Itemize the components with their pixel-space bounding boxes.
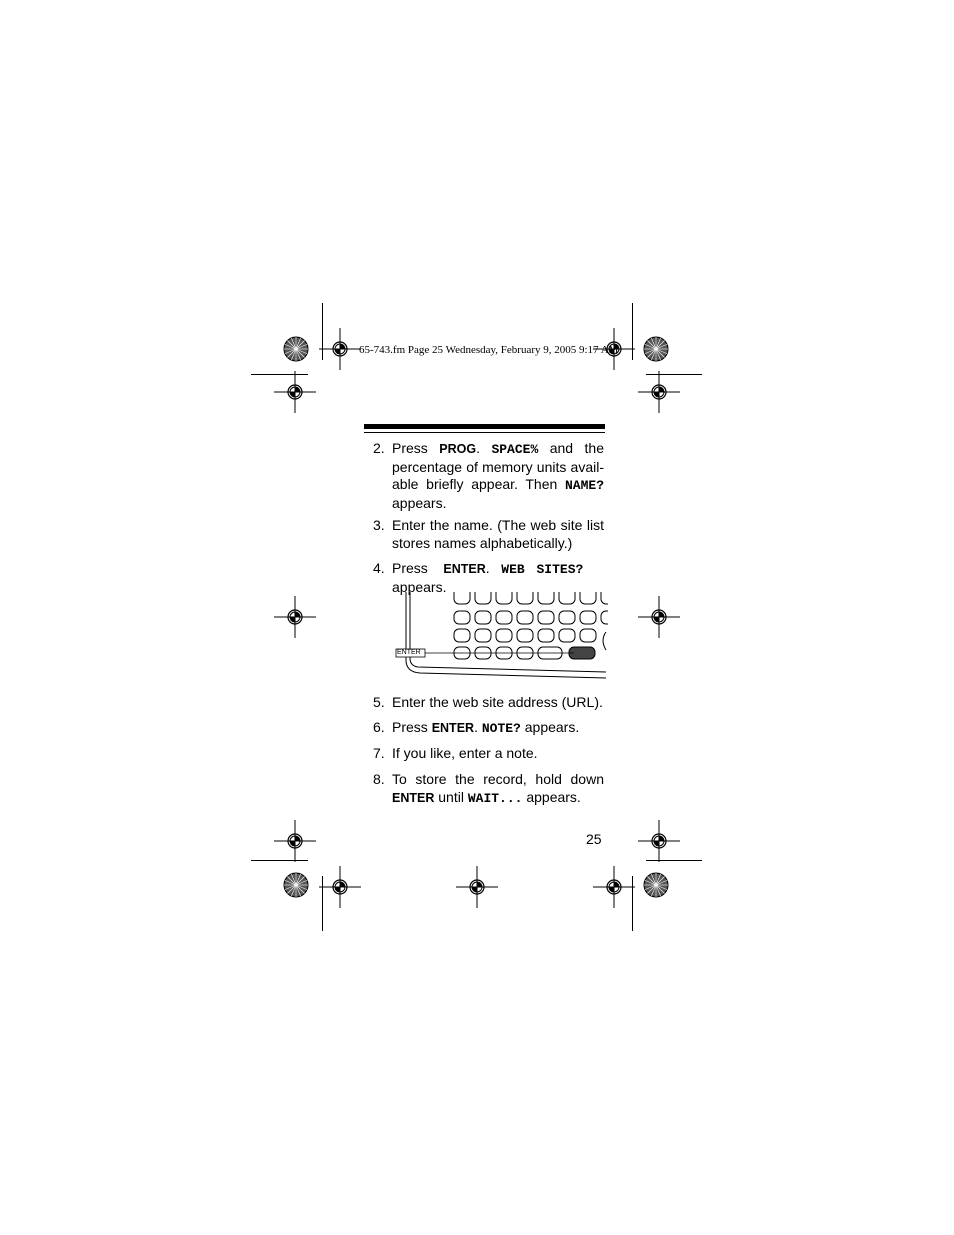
section-rule-thin — [364, 432, 605, 433]
lcd-text: SPACE% — [491, 442, 539, 457]
enter-key-label: ENTER — [431, 721, 475, 735]
section-rule-thick — [364, 424, 605, 429]
page-number: 25 — [586, 831, 602, 847]
step-6-text: Press ENTER. NOTE? appears. — [392, 719, 580, 736]
step-7-text: If you like, enter a note. — [392, 745, 538, 761]
lcd-text: NAME? — [564, 478, 604, 493]
lcd-text: WAIT... — [467, 790, 523, 806]
prog-key-label: PROG — [439, 442, 477, 456]
step-5-text: Enter the web site address (URL). — [392, 694, 603, 710]
step-4-text: Press ENTER. WEB SITES? appears. — [392, 560, 584, 595]
file-header: 65-743.fm Page 25 Wednesday, February 9, 2005 9:17 AM — [359, 344, 619, 356]
keyboard-illustration — [394, 592, 608, 684]
enter-key-label: ENTER — [443, 562, 486, 576]
enter-callout-label: ENTER — [397, 649, 421, 656]
lcd-text: WEB SITES? — [501, 562, 584, 577]
step-3-text: Enter the name. (The web site list stores names alphabetically.) — [392, 517, 604, 551]
enter-key-label: ENTER — [392, 790, 435, 805]
step-8-text: To store the record, hold down ENTER until WAIT... appears. — [392, 771, 604, 806]
lcd-text: NOTE? — [481, 721, 521, 736]
step-2-text: Press PROG. SPACE% and the percentage of memory units avail-able briefly appear. Then NAME? appears. — [392, 440, 605, 511]
